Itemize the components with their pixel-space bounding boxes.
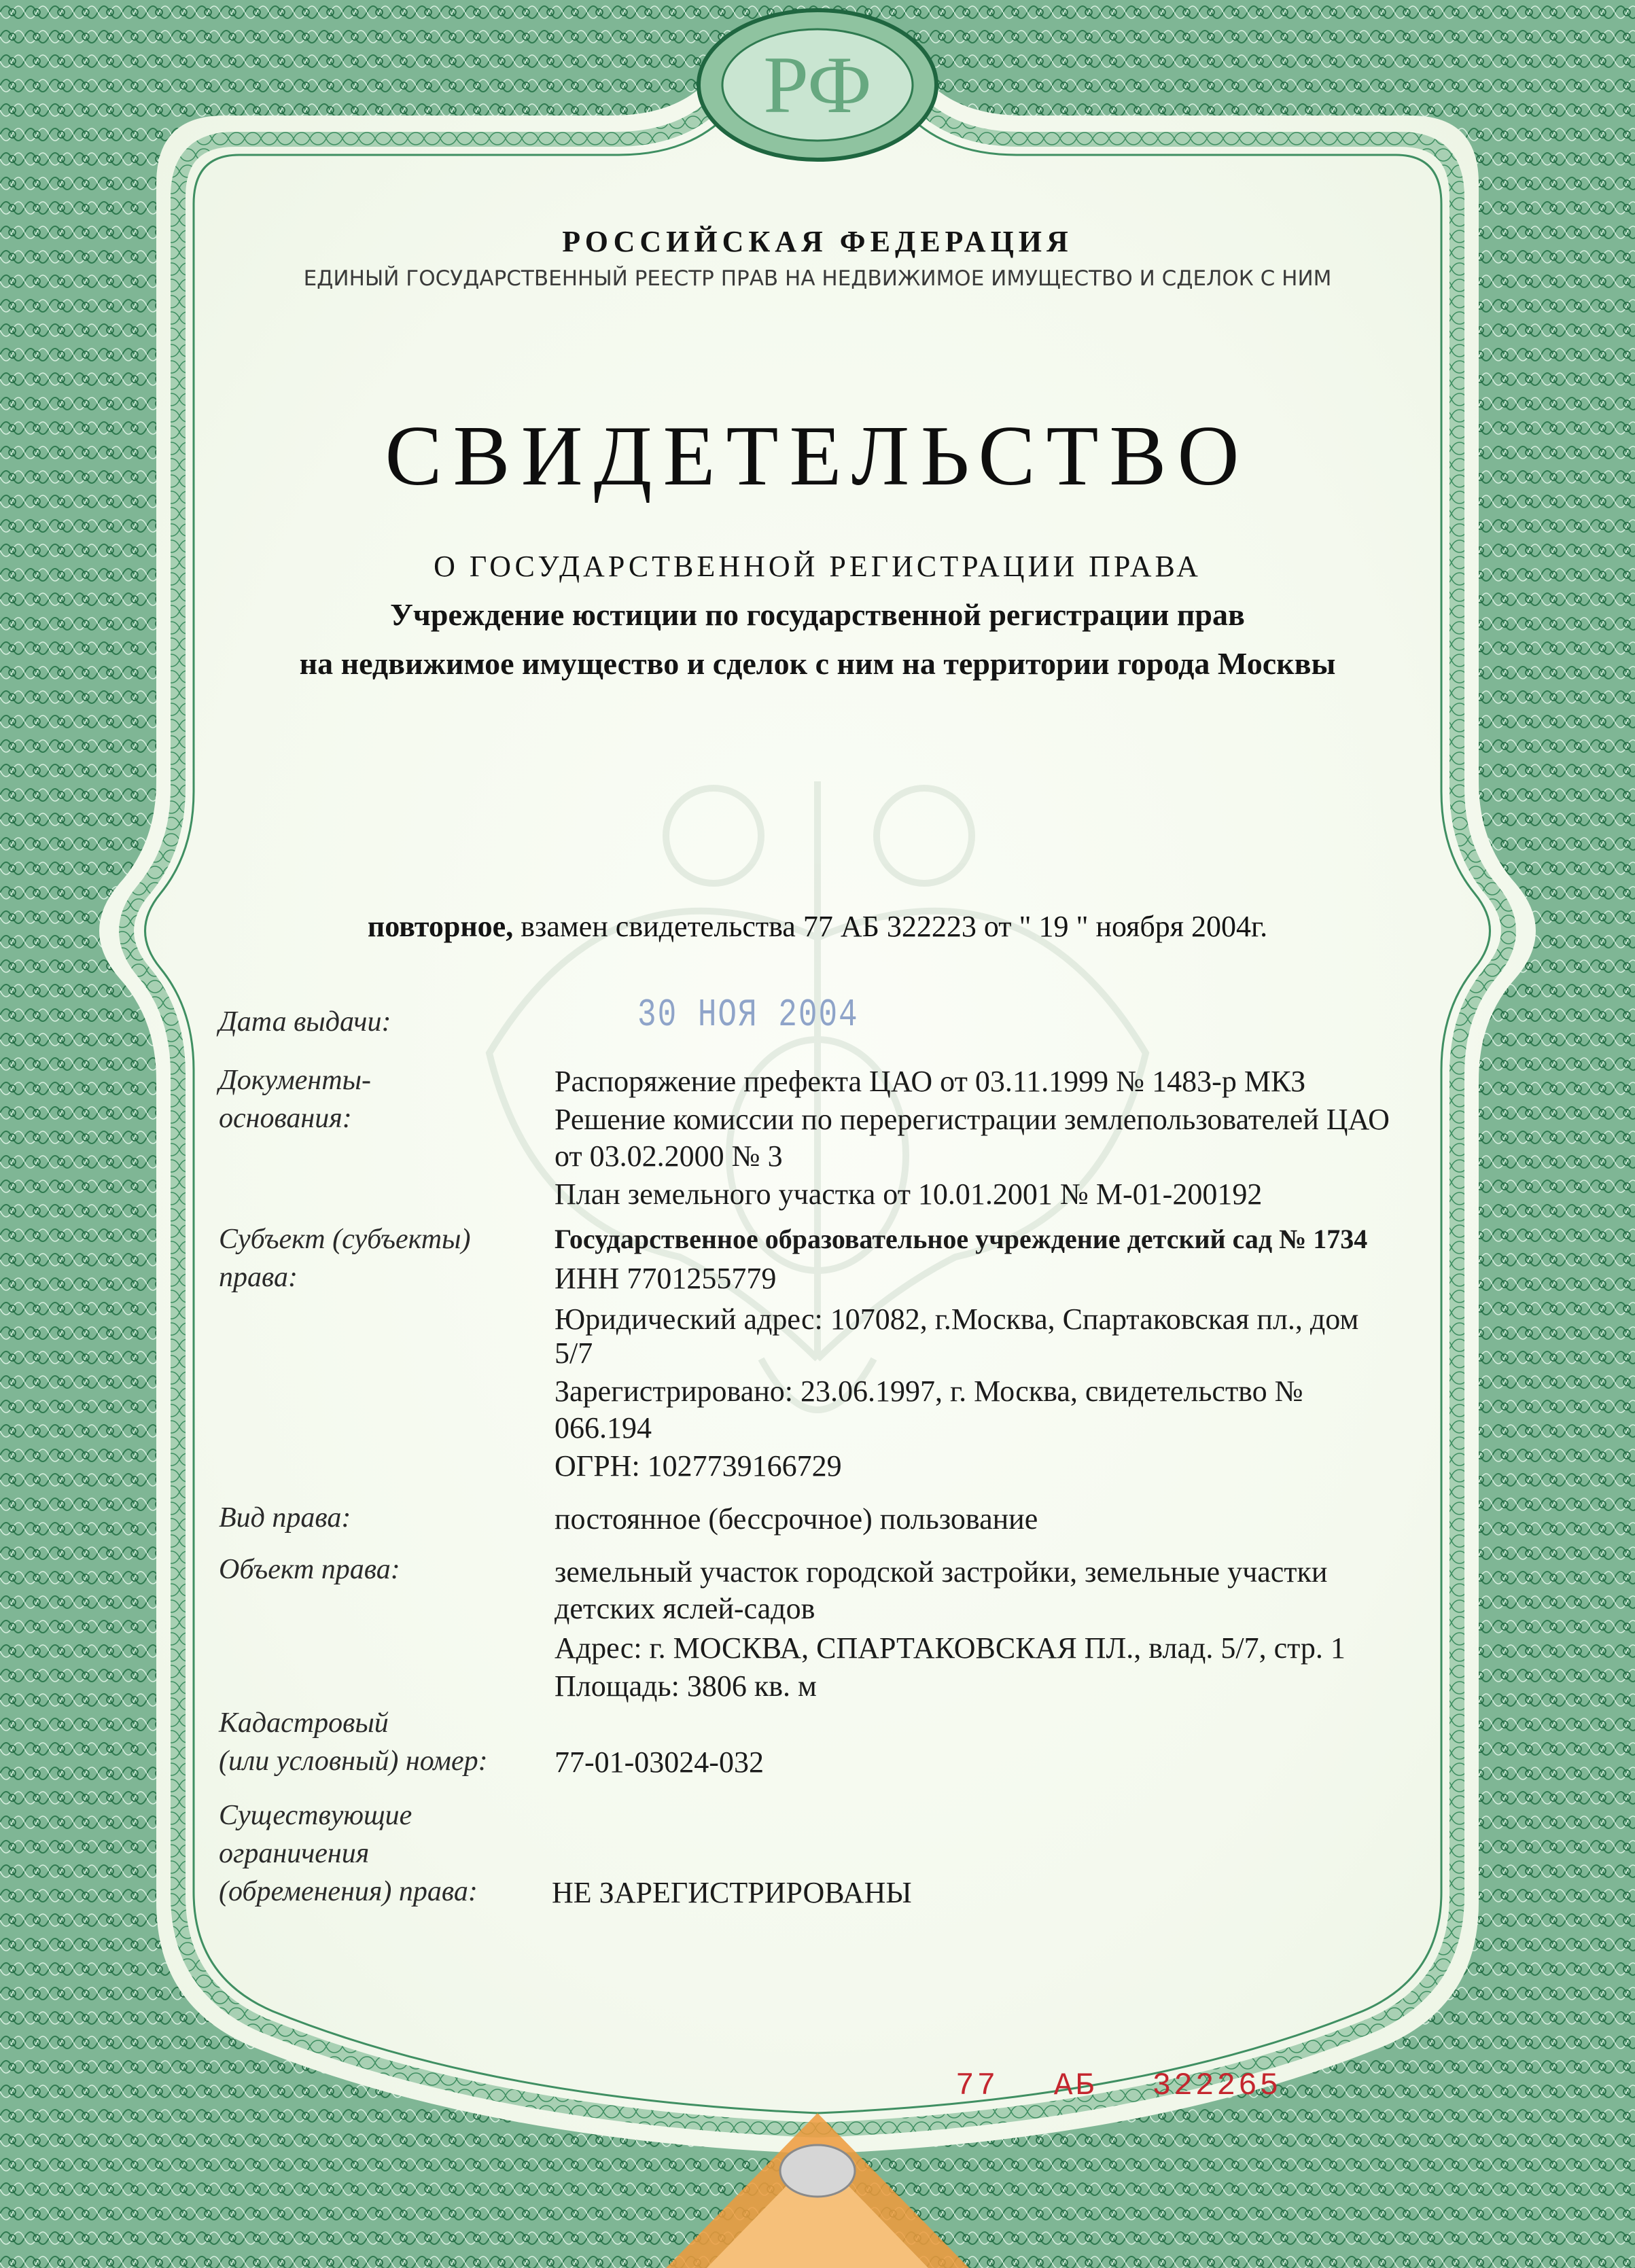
document-subtitle: О ГОСУДАРСТВЕННОЙ РЕГИСТРАЦИИ ПРАВА	[434, 550, 1201, 583]
cadastral-label-1: Кадастровый	[219, 1707, 389, 1739]
serial-number	[955, 2068, 1281, 2104]
issue-date-label: Дата выдачи:	[219, 1006, 391, 1038]
subject-line: 5/7	[555, 1336, 593, 1370]
country-heading: РОССИЙСКАЯ ФЕДЕРАЦИЯ	[562, 225, 1073, 258]
subject-line: Зарегистрировано: 23.06.1997, г. Москва, свидетельство №	[555, 1375, 1303, 1408]
reissue-text: взамен свидетельства 77 АБ 322223 от " 19 " ноября 2004г.	[513, 910, 1268, 943]
issue-date-stamp: 30 НОЯ 2004	[637, 993, 859, 1038]
reissue-bold: повторное,	[367, 910, 514, 943]
document-line: от 03.02.2000 № 3	[555, 1139, 783, 1173]
serial-letters: АБ	[1053, 2068, 1097, 2104]
object-label: Объект права:	[219, 1554, 400, 1585]
object-line: Площадь: 3806 кв. м	[555, 1669, 817, 1703]
encumbrances-label-2: ограничения	[219, 1838, 370, 1869]
registry-heading: ЕДИНЫЙ ГОСУДАРСТВЕННЫЙ РЕЕСТР ПРАВ НА НЕДВИЖИМОЕ ИМУЩЕСТВО И СДЕЛОК С НИМ	[303, 266, 1332, 291]
subject-line: 066.194	[555, 1411, 652, 1445]
subject-label-2: права:	[219, 1262, 298, 1293]
reissue-line	[0, 909, 1635, 944]
authority-line-2: на недвижимое имущество и сделок с ним на территории города Москвы	[299, 646, 1336, 681]
object-line: детских яслей-садов	[555, 1592, 815, 1625]
subject-line: ОГРН: 1027739166729	[555, 1449, 842, 1483]
cadastral-label-2: (или условный) номер:	[219, 1746, 488, 1777]
document-line: Решение комиссии по перерегистрации землепользователей ЦАО	[555, 1103, 1390, 1136]
cadastral-number: 77-01-03024-032	[555, 1746, 764, 1779]
serial-digits: 322265	[1152, 2068, 1282, 2104]
encumbrances-label-1: Существующие	[219, 1800, 412, 1831]
monogram-icon	[699, 10, 936, 160]
object-line: земельный участок городской застройки, земельные участки	[555, 1555, 1328, 1589]
object-line: Адрес: г. МОСКВА, СПАРТАКОВСКАЯ ПЛ., влад. 5/7, стр. 1	[555, 1631, 1346, 1665]
svg-text:РФ: РФ	[763, 39, 872, 130]
right-type-value: постоянное (бессрочное) пользование	[555, 1502, 1038, 1536]
subject-line: ИНН 7701255779	[555, 1262, 777, 1295]
authority-line-1: Учреждение юстиции по государственной регистрации прав	[390, 597, 1245, 632]
serial-series: 77	[955, 2068, 999, 2104]
encumbrances-value: НЕ ЗАРЕГИСТРИРОВАНЫ	[552, 1876, 912, 1909]
subject-line: Юридический адрес: 107082, г.Москва, Спартаковская пл., дом	[555, 1303, 1359, 1336]
documents-label-2: основания:	[219, 1103, 352, 1134]
documents-label-1: Документы-	[219, 1065, 372, 1096]
encumbrances-label-3: (обременения) права:	[219, 1876, 478, 1907]
document-title: СВИДЕТЕЛЬСТВО	[385, 409, 1250, 503]
subject-name: Государственное образовательное учреждение детский сад № 1734	[555, 1224, 1368, 1254]
subject-label-1: Субъект (субъекты)	[219, 1224, 471, 1255]
document-line: План земельного участка от 10.01.2001 № М-01-200192	[555, 1177, 1263, 1211]
right-type-label: Вид права:	[219, 1502, 351, 1534]
document-line: Распоряжение префекта ЦАО от 03.11.1999 № 1483-р МКЗ	[555, 1065, 1306, 1098]
